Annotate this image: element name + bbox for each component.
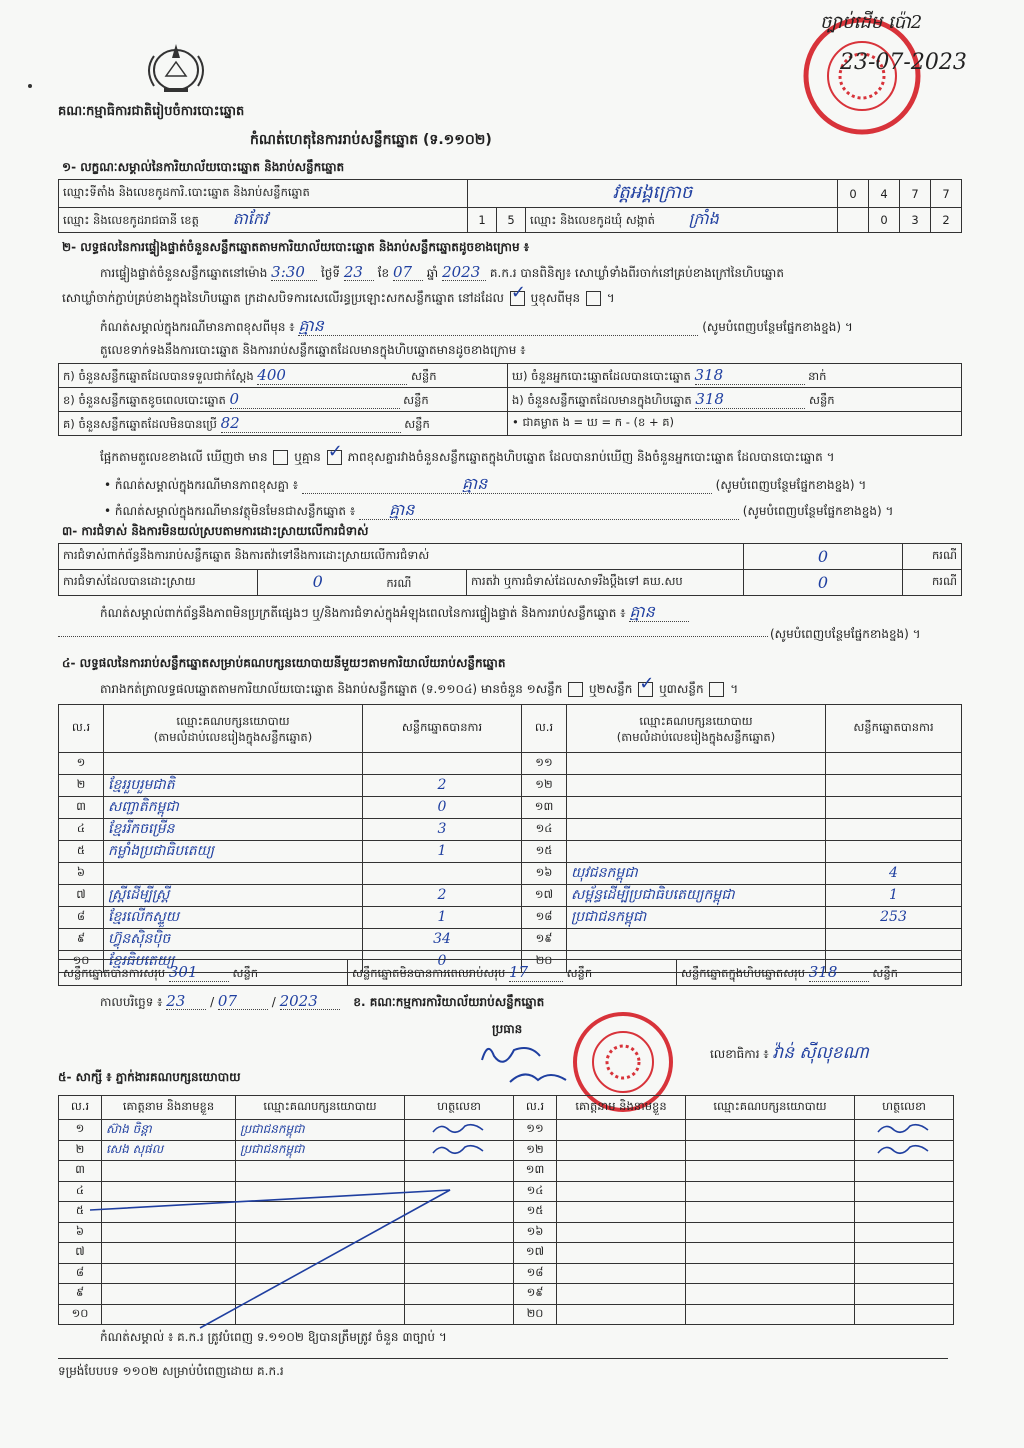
witness-no: ២០ xyxy=(514,1304,557,1325)
appeal-label: ការតវ៉ា ឬការជំទាស់ដែលសាទរឹងប្តឹងទៅ គឃ.សប xyxy=(467,570,744,596)
party-votes xyxy=(826,818,962,840)
party-name xyxy=(567,818,826,840)
diff-note-value: គ្មាន xyxy=(461,474,488,493)
irregularity-note-value: គ្មាន xyxy=(629,602,655,621)
party-no: ១៨ xyxy=(522,906,567,928)
party-name: ខ្មែរធិបតេយ្យ xyxy=(104,950,363,972)
witness-no: ១៣ xyxy=(514,1161,557,1182)
party-votes xyxy=(826,774,962,796)
party-votes: 2 xyxy=(363,774,522,796)
strike-line xyxy=(80,1180,480,1330)
table-row xyxy=(59,884,962,906)
witness-signature xyxy=(855,1263,954,1284)
party-votes: 1 xyxy=(363,840,522,862)
party-name: ខ្មែររីកចម្រើន xyxy=(104,818,363,840)
witness-name: ស៊ាង ចិន្តា xyxy=(102,1120,236,1141)
objection-label: ការជំទាស់ពាក់ព័ន្ធនឹងការរាប់សន្លឹកឆ្នោត និងការតវ៉ាទៅនឹងការដោះស្រាយលើការជំទាស់ xyxy=(59,544,744,570)
witness-signature xyxy=(855,1140,954,1161)
date-day: 23 xyxy=(166,994,206,1010)
witness-signature xyxy=(855,1284,954,1305)
witness-no: ៣ xyxy=(59,1161,102,1182)
section-3-title: ៣- ការជំទាស់ និងការមិនយល់ស្របតាមការដោះស្រាយលើការជំទាស់ xyxy=(62,524,369,538)
verification-line-1: ការផ្ទៀងផ្ទាត់ចំនួនសន្លឹកឆ្នោតនៅម៉ោង 3:30 ថ្ងៃទី 23 ខែ 07 ឆ្នាំ 2023 គ.ក.រ បានពិនិត្យ៖ សោឃ្លាំទាំងពីរចាក់នៅគ្រប់ខាងក្រៅនៃហិបឆ្នោត xyxy=(100,263,784,281)
witness-no: ៨ xyxy=(59,1263,102,1284)
party-name xyxy=(567,753,826,775)
witness-signature xyxy=(855,1222,954,1243)
irregularity-hint: (សូមបំពេញបន្ថែមផ្នែកខាងខ្នង) ។ xyxy=(770,627,921,641)
witness-no: ១២ xyxy=(514,1140,557,1161)
witness-row xyxy=(59,1161,954,1182)
section-2-title: ២- លទ្ធផលនៃការផ្ទៀងផ្ទាត់ចំនួនសន្លឹកឆ្នោតតាមការិយាល័យបោះឆ្នោត និងរាប់សន្លឹកឆ្នោតដូចខាងក្រោម ៖ xyxy=(62,240,530,254)
witness-name xyxy=(557,1140,686,1161)
w-col-sign-right: ហត្ថលេខា xyxy=(855,1096,954,1120)
witness-no: ៤ xyxy=(59,1181,102,1202)
appeal-value: 0 xyxy=(744,570,903,596)
received-value: 400 xyxy=(257,365,286,384)
col-votes-right: សន្លឹកឆ្នោតបានការ xyxy=(826,705,962,753)
witness-no: ១១ xyxy=(514,1120,557,1141)
foreign-object-value: គ្មាន xyxy=(388,500,415,519)
party-votes: 0 xyxy=(363,796,522,818)
w-col-party-left: ឈ្មោះគណបក្សនយោបាយ xyxy=(236,1096,405,1120)
witness-name xyxy=(102,1161,236,1182)
diff-note-line: • កំណត់សម្គាល់ក្នុងករណីមានភាពខុសគ្នា ៖ គ្មាន (សូមបំពេញបន្ថែមផ្នែកខាងខ្នង) ។ xyxy=(104,474,867,493)
objection-unit: ករណី xyxy=(903,544,962,570)
party-no: ២០ xyxy=(522,950,567,972)
witness-party xyxy=(686,1222,855,1243)
party-no: ៨ xyxy=(59,906,104,928)
witness-no: ១៨ xyxy=(514,1263,557,1284)
witness-name xyxy=(557,1202,686,1223)
province-code-2: 5 xyxy=(497,208,526,233)
witness-party xyxy=(686,1263,855,1284)
party-name xyxy=(567,840,826,862)
result-line: ផ្អែកតាមតួលេខខាងលើ ឃើញថា មាន ឬគ្មាន ✓ ភាពខុសគ្នារវាងចំនួនសន្លឹកឆ្នោតក្នុងហិបឆ្នោត ដែលបានរាប់ឃើញ និងចំនួនអ្នកបោះឆ្នោត ដែលបានបោះឆ្នោត ។ xyxy=(100,450,835,465)
no-difference-checkbox[interactable] xyxy=(327,450,342,465)
witness-name: សេង សុផល xyxy=(102,1140,236,1161)
witness-signature xyxy=(405,1140,514,1161)
secretary-line: លេខាធិការ ៖ វ៉ាន់ ស៊ីលុខណា xyxy=(710,1043,869,1063)
witness-name xyxy=(557,1243,686,1264)
witness-party xyxy=(686,1304,855,1325)
party-votes xyxy=(363,753,522,775)
witness-party xyxy=(686,1181,855,1202)
dotted-line xyxy=(58,636,768,637)
party-no: ៥ xyxy=(59,840,104,862)
witness-signature xyxy=(855,1304,954,1325)
resolved-value: 0 ករណី xyxy=(258,570,467,596)
party-no: ៣ xyxy=(59,796,104,818)
party-votes: 4 xyxy=(826,862,962,884)
committee-label: ខ. គណៈកម្មការការិយាល័យរាប់សន្លឹកឆ្នោត xyxy=(353,995,545,1009)
commune-cell: ឈ្មោះ និងលេខកូដឃុំ សង្កាត់ ក្រាំង xyxy=(526,208,838,233)
witness-party xyxy=(686,1202,855,1223)
witness-signature xyxy=(405,1120,514,1141)
col-no-right: ល.រ xyxy=(522,705,567,753)
appeal-unit: ករណី xyxy=(903,570,962,596)
figures-table xyxy=(58,363,962,436)
verify-month: 07 xyxy=(393,265,423,281)
section-1-table xyxy=(58,179,962,233)
place-code-3: 7 xyxy=(900,180,931,208)
party-no: ១៧ xyxy=(522,884,567,906)
witness-party xyxy=(686,1120,855,1141)
commune-code-1: 0 xyxy=(869,208,900,233)
form-code: ទម្រង់បែបបទ ១១០២ សម្រាប់បំពេញដោយ គ.ក.រ xyxy=(58,1364,284,1378)
form-title: កំណត់ហេតុនៃការរាប់សន្លឹកឆ្នោត (ទ.១១០២) xyxy=(250,132,492,148)
date-line: កាលបរិច្ឆេទ ៖ 23 / 07 / 2023 ខ. គណៈកម្មការការិយាល័យរាប់សន្លឹកឆ្នោត xyxy=(100,992,545,1010)
party-name: យុវជនកម្ពុជា xyxy=(567,862,826,884)
witness-no: ២ xyxy=(59,1140,102,1161)
commune-value: ក្រាំង xyxy=(688,209,719,228)
place-value: វត្តអង្គក្រោច xyxy=(468,180,838,208)
witness-signature xyxy=(855,1181,954,1202)
party-name: សម្ព័ន្ធដើម្បីប្រជាធិបតេយ្យកម្ពុជា xyxy=(567,884,826,906)
w-col-name-left: គោត្តនាម និងនាមខ្លួន xyxy=(102,1096,236,1120)
different-checkbox[interactable] xyxy=(586,291,601,306)
party-name xyxy=(567,774,826,796)
party-votes: 1 xyxy=(363,906,522,928)
party-no: ៦ xyxy=(59,862,104,884)
date-month: 07 xyxy=(218,994,268,1010)
witness-row xyxy=(59,1140,954,1161)
table-row xyxy=(59,774,962,796)
witness-no: ១០ xyxy=(59,1304,102,1325)
spoiled-row: ខ) ចំនួនសន្លឹកឆ្នោតខូចពេលបោះឆ្នោត 0 សន្លឹក xyxy=(59,388,508,412)
table-row xyxy=(59,840,962,862)
witness-party xyxy=(236,1161,405,1182)
same-checkbox[interactable] xyxy=(510,291,525,306)
stamp-date: 23-07-2023 xyxy=(840,50,967,75)
witness-no: ៩ xyxy=(59,1284,102,1305)
w-col-no-left: ល.រ xyxy=(59,1096,102,1120)
two-sheet-checkbox[interactable] xyxy=(638,682,653,697)
party-no: ១៤ xyxy=(522,818,567,840)
party-no: ១ xyxy=(59,753,104,775)
party-name xyxy=(104,862,363,884)
witness-party: ប្រជាជនកម្ពុជា xyxy=(236,1120,405,1141)
table-row xyxy=(59,753,962,775)
witness-name xyxy=(557,1304,686,1325)
formula: • ជាគម្លាត ង = ឃ = ក - (ខ + គ) xyxy=(508,412,962,436)
three-sheet-checkbox[interactable] xyxy=(709,682,724,697)
party-no: ១២ xyxy=(522,774,567,796)
voters-row: ឃ) ចំនួនអ្នកបោះឆ្នោតដែលបានបោះឆ្នោត 318 នាក់ xyxy=(508,364,962,388)
party-name xyxy=(567,796,826,818)
total-valid: សន្លឹកឆ្នោតបានការសរុប 301 សន្លឹក xyxy=(59,960,348,986)
witness-name xyxy=(557,1161,686,1182)
party-votes: 253 xyxy=(826,906,962,928)
table-row xyxy=(59,796,962,818)
witness-row xyxy=(59,1120,954,1141)
original-copy-mark: ច្បាប់ដើម ប៉ោ2 xyxy=(820,12,923,33)
total-invalid: សន្លឹកឆ្នោតមិនបានការពេលរាប់សរុប 17 សន្លឹក xyxy=(348,960,677,986)
has-difference-checkbox[interactable] xyxy=(273,450,288,465)
party-no: ១៣ xyxy=(522,796,567,818)
figures-intro: តួលេខទាក់ទងនឹងការបោះឆ្នោត និងការរាប់សន្លឹកឆ្នោតដែលមានក្នុងហិបឆ្នោតមានដូចខាងក្រោម ៖ xyxy=(100,343,526,357)
commune-code-3: 2 xyxy=(931,208,962,233)
section-5-title: ៥- សាក្សី ៖ ភ្នាក់ងារគណបក្សនយោបាយ xyxy=(58,1070,241,1084)
witness-signature xyxy=(855,1161,954,1182)
party-votes: 3 xyxy=(363,818,522,840)
party-no: ១០ xyxy=(59,950,104,972)
secretary-value: វ៉ាន់ ស៊ីលុខណា xyxy=(772,1043,869,1063)
party-votes xyxy=(826,753,962,775)
w-col-sign-left: ហត្ថលេខា xyxy=(405,1096,514,1120)
party-votes xyxy=(363,862,522,884)
witness-no: ១៩ xyxy=(514,1284,557,1305)
party-votes: 2 xyxy=(363,884,522,906)
witness-party xyxy=(686,1284,855,1305)
footer-divider xyxy=(58,1358,948,1359)
in-box-value: 318 xyxy=(695,389,724,408)
received-row: ក) ចំនួនសន្លឹកឆ្នោតដែលបានទទួលជាក់ស្តែង 400 សន្លឹក xyxy=(59,364,508,388)
commune-code-blank xyxy=(838,208,869,233)
section-1-title: ១- លក្ខណៈសម្គាល់នៃការិយាល័យបោះឆ្នោត និងរាប់សន្លឹកឆ្នោត xyxy=(62,160,345,174)
total-in-box: សន្លឹកឆ្នោតក្នុងហិបឆ្នោតសរុប 318 សន្លឹក xyxy=(677,960,962,986)
witness-no: ៧ xyxy=(59,1243,102,1264)
party-name: ស្ត្រីដើម្បីស្ត្រី xyxy=(104,884,363,906)
difference-note-value: គ្មាន xyxy=(298,316,324,335)
party-no: ១១ xyxy=(522,753,567,775)
one-sheet-checkbox[interactable] xyxy=(568,682,583,697)
place-label: ឈ្មោះទីតាំង និងលេខកូដការិ.បោះឆ្នោត និងរាប់សន្លឹកឆ្នោត xyxy=(59,180,468,208)
witness-name xyxy=(557,1263,686,1284)
party-votes xyxy=(826,928,962,950)
witness-name xyxy=(557,1284,686,1305)
dot-mark xyxy=(28,84,32,88)
in-box-row: ង) ចំនួនសន្លឹកឆ្នោតដែលមានក្នុងហិបឆ្នោត 318 សន្លឹក xyxy=(508,388,962,412)
place-code-2: 4 xyxy=(869,180,900,208)
party-votes: 1 xyxy=(826,884,962,906)
party-no: ២ xyxy=(59,774,104,796)
foreign-object-line: • កំណត់សម្គាល់ក្នុងករណីមានវត្ថុមិនមែនជាសន្លឹកឆ្នោត ៖ គ្មាន (សូមបំពេញបន្ថែមផ្នែកខាងខ្នង) ។ xyxy=(104,500,894,519)
witness-party xyxy=(686,1243,855,1264)
party-votes: 0 xyxy=(363,950,522,972)
party-name: ខ្មែរលើកស្ទួយ xyxy=(104,906,363,928)
verify-time: 3:30 xyxy=(271,265,317,281)
col-votes-left: សន្លឹកឆ្នោតបានការ xyxy=(363,705,522,753)
witness-party xyxy=(686,1161,855,1182)
province-code-1: 1 xyxy=(468,208,497,233)
party-no: ១៩ xyxy=(522,928,567,950)
w-col-name-right: គោត្តនាម និងនាមខ្លួន xyxy=(557,1096,686,1120)
party-no: ៧ xyxy=(59,884,104,906)
commune-code-2: 3 xyxy=(900,208,931,233)
witness-no: ១ xyxy=(59,1120,102,1141)
results-table xyxy=(58,704,962,973)
province-value: តាកែវ xyxy=(232,209,269,228)
national-emblem-icon xyxy=(140,36,212,94)
table-row xyxy=(59,818,962,840)
party-name: សញ្ជាតិកម្ពុជា xyxy=(104,796,363,818)
sheet-count-line: តារាងកត់ត្រាលទ្ធផលឆ្នោតតាមការិយាល័យបោះឆ្នោត និងរាប់សន្លឹកឆ្នោត (ទ.១១០៤) មានចំនួន ១សន្លឹក ឬ២សន្លឹក ✓ ឬ៣សន្លឹក ។ xyxy=(100,682,738,697)
w-col-party-right: ឈ្មោះគណបក្សនយោបាយ xyxy=(686,1096,855,1120)
voters-value: 318 xyxy=(694,365,724,384)
spoiled-value: 0 xyxy=(229,389,240,408)
footer-note: កំណត់សម្គាល់ ៖ គ.ក.រ ត្រូវបំពេញ ទ.១១០២ ឱ្យបានត្រឹមត្រូវ ចំនួន ៣ច្បាប់ ។ xyxy=(100,1330,447,1344)
party-no: ៤ xyxy=(59,818,104,840)
place-code-4: 7 xyxy=(931,180,962,208)
verification-line-2: សោឃ្លាំចាក់ភ្ជាប់គ្រប់ខាងក្នុងនៃហិបឆ្នោត ក្រដាសបិទការសេលើរន្ធប្រឡោះសកសន្លឹកឆ្នោត នៅដដែល ✓ ឬខុសពីមុន ។ xyxy=(62,291,615,306)
place-code-1: 0 xyxy=(838,180,869,208)
witness-name xyxy=(557,1222,686,1243)
col-no-left: ល.រ xyxy=(59,705,104,753)
w-col-no-right: ល.រ xyxy=(514,1096,557,1120)
party-name: ហ៊្វុនស៊ិនប៉ិច xyxy=(104,928,363,950)
witness-name xyxy=(557,1120,686,1141)
unused-value: 82 xyxy=(220,413,240,432)
witness-no: ១៧ xyxy=(514,1243,557,1264)
party-name xyxy=(567,928,826,950)
unused-row: គ) ចំនួនសន្លឹកឆ្នោតដែលមិនបានប្រើ 82 សន្លឹក xyxy=(59,412,508,436)
party-no: ១៦ xyxy=(522,862,567,884)
verify-year: 2023 xyxy=(442,265,486,281)
party-name: កម្លាំងប្រជាធិបតេយ្យ xyxy=(104,840,363,862)
party-votes xyxy=(826,796,962,818)
witness-name xyxy=(557,1181,686,1202)
date-year: 2023 xyxy=(280,994,340,1010)
table-row xyxy=(59,906,962,928)
difference-note-line: កំណត់សម្គាល់ក្នុងករណីមានភាពខុសពីមុន ៖ គ្មាន (សូមបំពេញបន្ថែមផ្នែកខាងខ្នង) ។ xyxy=(100,316,853,335)
table-row xyxy=(59,928,962,950)
witness-party: ប្រជាជនកម្ពុជា xyxy=(236,1140,405,1161)
witness-no: ៥ xyxy=(59,1202,102,1223)
party-no: ១៥ xyxy=(522,840,567,862)
chair-label: ប្រធាន xyxy=(492,1022,523,1036)
section-4-title: ៤- លទ្ធផលនៃការរាប់សន្លឹកឆ្នោតសម្រាប់គណបក្សនយោបាយនីមួយៗតាមការិយាល័យរាប់សន្លឹកឆ្នោត xyxy=(62,656,506,670)
witness-signature xyxy=(855,1243,954,1264)
party-name: ខ្មែររួបរួមជាតិ xyxy=(104,774,363,796)
witness-no: ១៥ xyxy=(514,1202,557,1223)
table-row xyxy=(59,862,962,884)
verify-day: 23 xyxy=(344,265,374,281)
totals-table xyxy=(58,959,962,986)
party-name: ប្រជាជនកម្ពុជា xyxy=(567,906,826,928)
witness-no: ១៦ xyxy=(514,1222,557,1243)
irregularity-note-line: កំណត់សម្គាល់ពាក់ព័ន្ធនឹងភាពមិនប្រក្រតីផ្សេងៗ ឬ/និងការជំទាស់ក្នុងអំឡុងពេលនៃការផ្ទៀងផ្ទាត់ និងការរាប់សន្លឹកឆ្នោត ៖ គ្មាន xyxy=(100,604,689,622)
party-no: ៩ xyxy=(59,928,104,950)
witness-party xyxy=(686,1140,855,1161)
witness-signature xyxy=(855,1120,954,1141)
resolved-label: ការជំទាស់ដែលបានដោះស្រាយ xyxy=(59,570,258,596)
col-party-left: ឈ្មោះគណបក្សនយោបាយ (តាមលំដាប់លេខរៀងក្នុងសន្លឹកឆ្នោត) xyxy=(104,705,363,753)
witness-no: ៦ xyxy=(59,1222,102,1243)
objection-value: 0 xyxy=(744,544,903,570)
party-votes xyxy=(826,840,962,862)
witness-signature xyxy=(855,1202,954,1223)
section-3-table xyxy=(58,543,962,596)
province-cell: ឈ្មោះ និងលេខកូដរាជធានី ខេត្ត តាកែវ xyxy=(59,208,468,233)
witness-no: ១៤ xyxy=(514,1181,557,1202)
witness-signature xyxy=(405,1161,514,1182)
party-votes: 34 xyxy=(363,928,522,950)
col-party-right: ឈ្មោះគណបក្សនយោបាយ (តាមលំដាប់លេខរៀងក្នុងសន្លឹកឆ្នោត) xyxy=(567,705,826,753)
org-name: គណៈកម្មាធិការជាតិរៀបចំការបោះឆ្នោត xyxy=(58,104,245,119)
party-name xyxy=(104,753,363,775)
